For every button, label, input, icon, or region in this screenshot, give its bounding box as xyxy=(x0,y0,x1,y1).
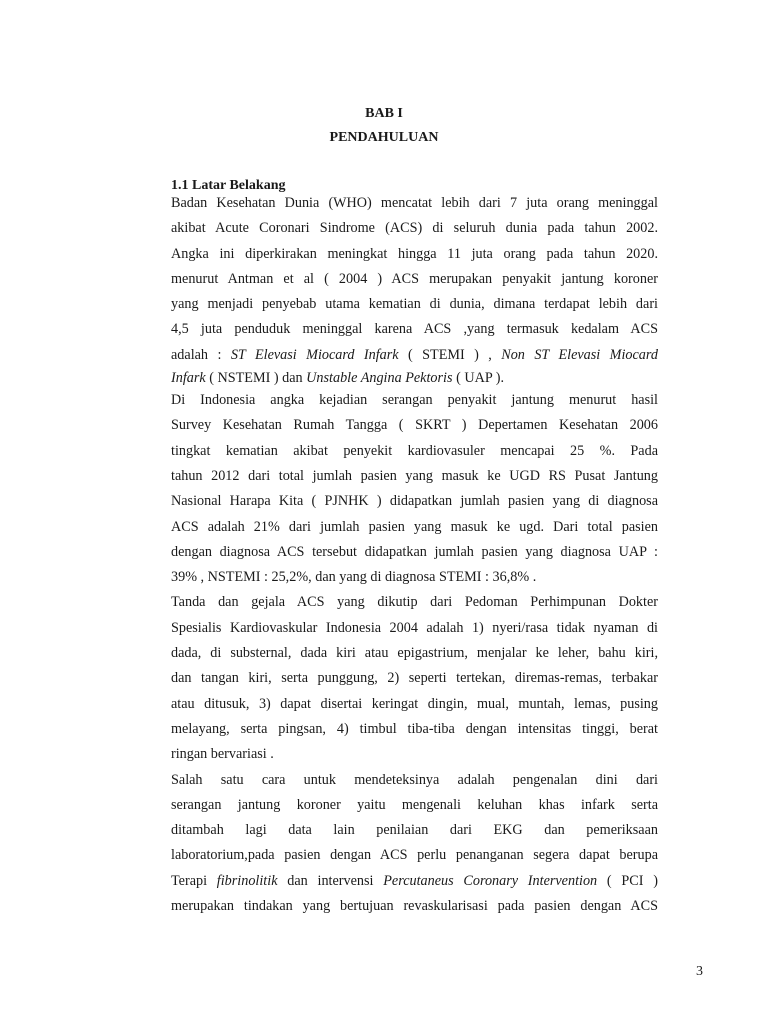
text-line: ACS adalah 21% dari jumlah pasien yang masuk ke ugd. Dari total pasien xyxy=(171,518,658,535)
text-line: serangan jantung koroner yaitu mengenali keluhan khas infark serta xyxy=(171,796,658,813)
text-line: dengan diagnosa ACS tersebut didapatkan jumlah pasien yang diagnosa UAP : xyxy=(171,543,658,560)
text-line: Badan Kesehatan Dunia (WHO) mencatat lebih dari 7 juta orang meninggal xyxy=(171,195,658,211)
text-run: Terapi xyxy=(171,872,217,889)
body-text xyxy=(171,191,658,919)
chapter-number: BAB I xyxy=(365,106,403,121)
text-line: ringan bervariasi . xyxy=(171,746,274,763)
text-line: akibat Acute Coronari Sindrome (ACS) di seluruh dunia pada tahun 2002. xyxy=(171,220,658,237)
text-line: merupakan tindakan yang bertujuan revaskularisasi pada pasien dengan ACS xyxy=(171,898,658,915)
text-run: dan intervensi xyxy=(277,872,384,889)
text-line: Survey Kesehatan Rumah Tangga ( SKRT ) Depertamen Kesehatan 2006 xyxy=(171,417,658,434)
text-line xyxy=(171,368,658,388)
italic-term: Percutaneus Coronary Intervention xyxy=(383,872,598,889)
text-line xyxy=(171,869,658,894)
text-line: ditambah lagi data lain penilaian dari EKG dan pemeriksaan xyxy=(171,822,658,839)
italic-term: fibrinolitik xyxy=(216,872,278,889)
text-line: tingkat kematian akibat penyekit kardiovasuler mencapai 25 %. Pada xyxy=(171,442,658,459)
italic-term: Unstable Angina Pektoris xyxy=(306,370,453,387)
text-line: 39% , NSTEMI : 25,2%, dan yang di diagnosa STEMI : 36,8% . xyxy=(171,569,537,586)
text-line: 4,5 juta penduduk meninggal karena ACS ,yang termasuk kedalam ACS xyxy=(171,321,658,338)
text-line: Salah satu cara untuk mendeteksinya adalah pengenalan dini dari xyxy=(171,771,658,788)
text-run: ( STEMI ) , xyxy=(398,346,502,363)
text-line: Di Indonesia angka kejadian serangan penyakit jantung menurut hasil xyxy=(171,392,658,409)
page-number: 3 xyxy=(696,964,703,979)
chapter-title: PENDAHULUAN xyxy=(329,130,439,145)
text-line: dada, di substernal, dada kiri atau epigastrium, menjalar ke leher, bahu kiri, xyxy=(171,645,658,662)
text-line xyxy=(171,343,658,368)
italic-term: ST Elevasi Miocard Infark xyxy=(230,346,399,363)
text-line: Angka ini diperkirakan meningkat hingga 11 juta orang pada tahun 2020. xyxy=(171,245,658,262)
text-line: melayang, serta pingsan, 4) timbul tiba-tiba dengan intensitas tinggi, berat xyxy=(171,720,658,737)
text-run: ( UAP ). xyxy=(452,370,505,387)
text-line: Nasional Harapa Kita ( PJNHK ) didapatkan jumlah pasien yang di diagnosa xyxy=(171,493,658,510)
text-line: yang menjadi penyebab utama kematian di dunia, dimana terdapat lebih dari xyxy=(171,296,658,313)
text-line: Tanda dan gejala ACS yang dikutip dari Pedoman Perhimpunan Dokter xyxy=(171,594,658,611)
text-line: atau ditusuk, 3) dapat disertai keringat dingin, mual, muntah, lemas, pusing xyxy=(171,695,658,712)
section-heading: 1.1 Latar Belakang xyxy=(171,178,286,193)
italic-term: Infark xyxy=(171,370,206,387)
text-line: Spesialis Kardiovaskular Indonesia 2004 adalah 1) nyeri/rasa tidak nyaman di xyxy=(171,619,658,636)
text-line: tahun 2012 dari total jumlah pasien yang masuk ke UGD RS Pusat Jantung xyxy=(171,467,658,484)
text-line: dan tangan kiri, serta punggung, 2) seperti tertekan, diremas-remas, terbakar xyxy=(171,670,658,687)
text-line: menurut Antman et al ( 2004 ) ACS merupakan penyakit jantung koroner xyxy=(171,270,658,287)
text-run: ( PCI ) xyxy=(597,872,658,889)
text-run: ( NSTEMI ) dan xyxy=(205,370,307,387)
italic-term: Non ST Elevasi Miocard xyxy=(501,346,658,363)
text-run: adalah : xyxy=(171,346,231,363)
text-line: laboratorium,pada pasien dengan ACS perlu penanganan segera dapat berupa xyxy=(171,847,658,864)
